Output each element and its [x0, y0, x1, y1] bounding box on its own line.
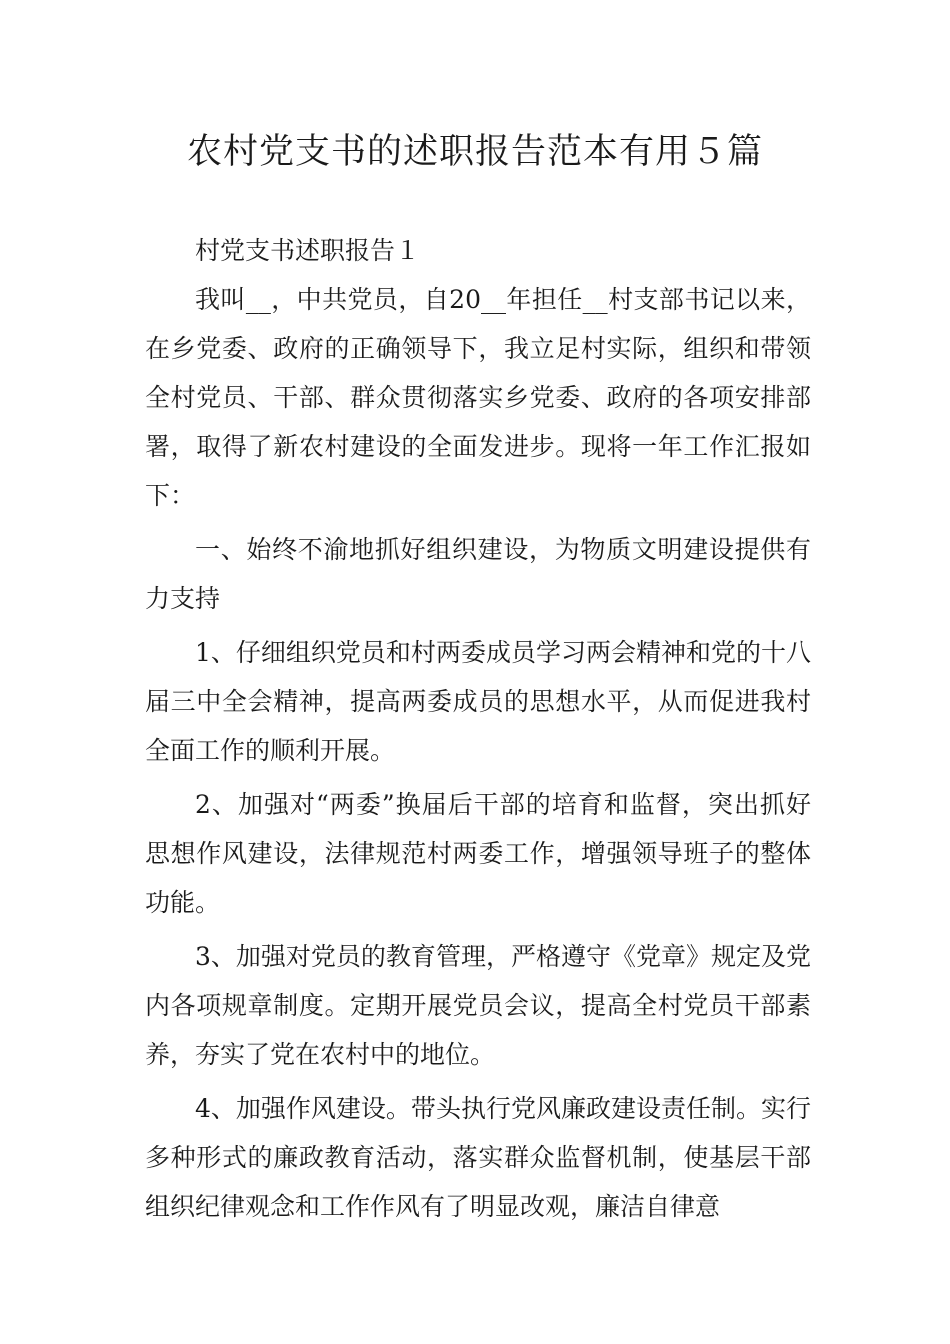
paragraph-item-1: 1、仔细组织党员和村两委成员学习两会精神和党的十八届三中全会精神，提高两委成员的思想水平，从而促进我村全面工作的顺利开展。 [145, 638, 811, 765]
paragraph-item-4: 4、加强作风建设。带头执行党风廉政建设责任制。实行多种形式的廉政教育活动，落实群众监督机制，使基层干部组织纪律观念和工作作风有了明显改观，廉洁自律意 [145, 1094, 811, 1221]
paragraph-section-heading: 村党支书述职报告１ [195, 236, 421, 265]
paragraph-intro: 我叫__，中共党员，自20__年担任__村支部书记以来，在乡党委、政府的正确领导下，我立足村实际，组织和带领全村党员、干部、群众贯彻落实乡党委、政府的各项安排部署，取得了新农村建设的全面发进步。现将一年工作汇报如下： [145, 285, 811, 510]
document-title: 农村党支书的述职报告范本有用５篇 [186, 132, 763, 172]
document-body [145, 226, 811, 1231]
paragraph-item-3: 3、加强对党员的教育管理，严格遵守《党章》规定及党内各项规章制度。定期开展党员会议，提高全村党员干部素养，夯实了党在农村中的地位。 [145, 942, 811, 1069]
paragraph-part-one-heading: 一、始终不渝地抓好组织建设，为物质文明建设提供有力支持 [145, 535, 811, 613]
paragraph-item-2: 2、加强对“两委”换届后干部的培育和监督，突出抓好思想作风建设，法律规范村两委工作，增强领导班子的整体功能。 [145, 790, 811, 917]
